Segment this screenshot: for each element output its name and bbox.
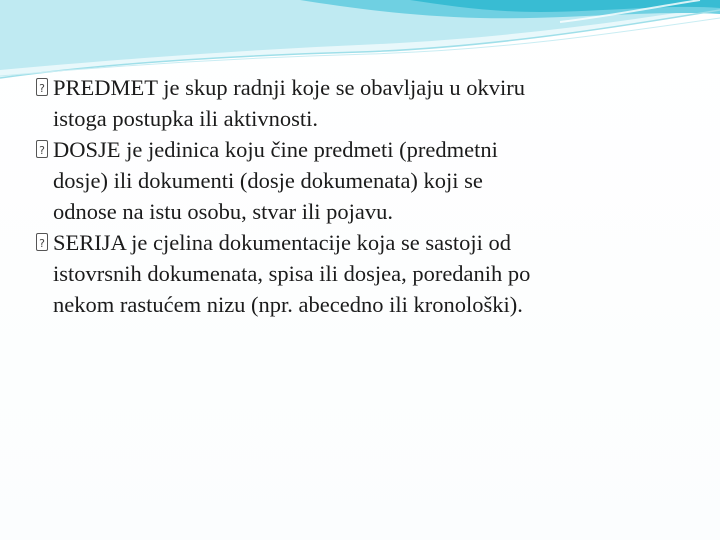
text-line: istoga postupka ili aktivnosti. [53, 106, 318, 131]
bullet-list [36, 72, 686, 320]
bullet-icon [36, 140, 48, 158]
list-item-predmet [36, 72, 686, 134]
bullet-icon [36, 78, 48, 96]
text-line: DOSJE je jedinica koju čine predmeti (predmetni [53, 137, 498, 162]
text-line: nekom rastućem nizu (npr. abecedno ili kronološki). [53, 292, 523, 317]
text-line: odnose na istu osobu, stvar ili pojavu. [53, 199, 393, 224]
bullet-icon [36, 233, 48, 251]
list-item-dosje [36, 134, 686, 227]
list-item-text [53, 134, 686, 227]
text-line: istovrsnih dokumenata, spisa ili dosjea, poredanih po [53, 261, 531, 286]
text-line: SERIJA je cjelina dokumentacije koja se sastoji od [53, 230, 512, 255]
text-line: dosje) ili dokumenti (dosje dokumenata) koji se [53, 168, 483, 193]
list-item-serija [36, 227, 686, 320]
list-item-text [53, 72, 686, 134]
text-line: PREDMET je skup radnji koje se obavljaju u okviru [53, 75, 526, 100]
list-item-text [53, 227, 686, 320]
